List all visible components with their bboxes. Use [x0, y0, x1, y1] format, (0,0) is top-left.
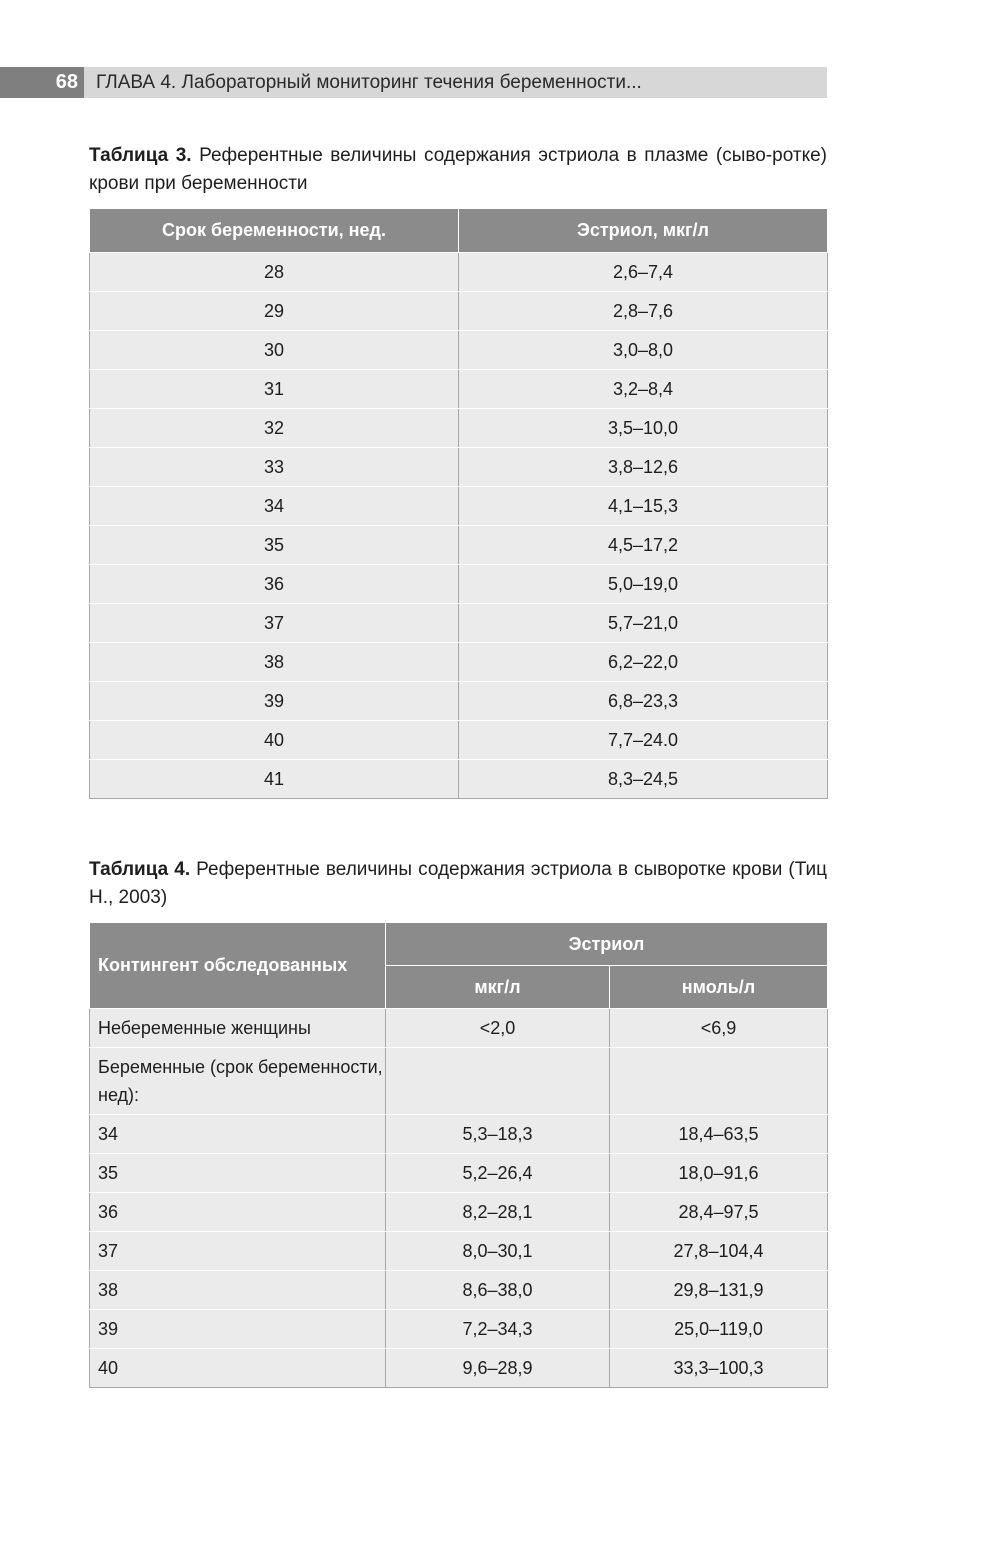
- table-row: [90, 565, 828, 604]
- estriol-range-cell: 6,2–22,0: [459, 643, 828, 682]
- table4-header-contingent: Контингент обследованных: [90, 923, 386, 1009]
- mcg-range-cell: 5,3–18,3: [386, 1115, 610, 1154]
- table4-header-mcg: мкг/л: [386, 966, 610, 1009]
- mcg-range-cell: 8,0–30,1: [386, 1232, 610, 1271]
- table-row: [90, 1349, 828, 1388]
- contingent-cell: Небеременные женщины: [90, 1009, 386, 1048]
- table-row: [90, 682, 828, 721]
- nmol-range-cell: 25,0–119,0: [610, 1310, 828, 1349]
- estriol-range-cell: 2,8–7,6: [459, 292, 828, 331]
- table-row: [90, 643, 828, 682]
- contingent-cell: 38: [90, 1271, 386, 1310]
- table-row: [90, 526, 828, 565]
- page-number: 68: [0, 67, 84, 98]
- nmol-range-cell: <6,9: [610, 1009, 828, 1048]
- estriol-range-cell: 3,5–10,0: [459, 409, 828, 448]
- table-row: [90, 1193, 828, 1232]
- contingent-cell: 37: [90, 1232, 386, 1271]
- table3-caption: [89, 142, 827, 198]
- contingent-cell: 34: [90, 1115, 386, 1154]
- estriol-range-cell: 7,7–24.0: [459, 721, 828, 760]
- mcg-range-cell: 9,6–28,9: [386, 1349, 610, 1388]
- table-row: [90, 760, 828, 799]
- gestation-week-cell: 38: [90, 643, 459, 682]
- gestation-week-cell: 32: [90, 409, 459, 448]
- contingent-cell: Беременные (срок беременности, нед):: [90, 1048, 386, 1115]
- gestation-week-cell: 31: [90, 370, 459, 409]
- table3-header-row: [90, 209, 828, 253]
- table4-header-estriol: Эстриол: [386, 923, 828, 966]
- mcg-range-cell: 5,2–26,4: [386, 1154, 610, 1193]
- gestation-week-cell: 41: [90, 760, 459, 799]
- table-row: [90, 1232, 828, 1271]
- table-row: [90, 604, 828, 643]
- nmol-range-cell: [610, 1048, 828, 1115]
- table3-caption-label: Таблица 3.: [89, 145, 192, 166]
- mcg-range-cell: 8,2–28,1: [386, 1193, 610, 1232]
- table-row: [90, 721, 828, 760]
- nmol-range-cell: 28,4–97,5: [610, 1193, 828, 1232]
- table-row: [90, 1310, 828, 1349]
- table4-header-row-1: [90, 923, 828, 966]
- gestation-week-cell: 36: [90, 565, 459, 604]
- contingent-cell: 35: [90, 1154, 386, 1193]
- table-row: [90, 253, 828, 292]
- estriol-range-cell: 4,5–17,2: [459, 526, 828, 565]
- nmol-range-cell: 27,8–104,4: [610, 1232, 828, 1271]
- gestation-week-cell: 40: [90, 721, 459, 760]
- contingent-cell: 39: [90, 1310, 386, 1349]
- estriol-range-cell: 3,0–8,0: [459, 331, 828, 370]
- estriol-range-cell: 8,3–24,5: [459, 760, 828, 799]
- contingent-cell: 36: [90, 1193, 386, 1232]
- table-row: [90, 292, 828, 331]
- gestation-week-cell: 37: [90, 604, 459, 643]
- table3: [89, 208, 828, 799]
- table3-header-estriol: Эстриол, мкг/л: [459, 209, 828, 253]
- table-row: [90, 448, 828, 487]
- estriol-range-cell: 5,0–19,0: [459, 565, 828, 604]
- table4-caption-text: Референтные величины содержания эстриола в сыворотке крови (Тиц Н., 2003): [89, 859, 827, 908]
- table4-header-nmol: нмоль/л: [610, 966, 828, 1009]
- table-row: [90, 1048, 828, 1115]
- table-row: [90, 331, 828, 370]
- table4: [89, 922, 828, 1388]
- nmol-range-cell: 29,8–131,9: [610, 1271, 828, 1310]
- nmol-range-cell: 18,0–91,6: [610, 1154, 828, 1193]
- gestation-week-cell: 33: [90, 448, 459, 487]
- gestation-week-cell: 35: [90, 526, 459, 565]
- table-row: [90, 409, 828, 448]
- table3-header-term: Срок беременности, нед.: [90, 209, 459, 253]
- estriol-range-cell: 5,7–21,0: [459, 604, 828, 643]
- table4-caption: [89, 856, 827, 912]
- gestation-week-cell: 30: [90, 331, 459, 370]
- table4-caption-label: Таблица 4.: [89, 859, 191, 880]
- table-row: [90, 487, 828, 526]
- nmol-range-cell: 18,4–63,5: [610, 1115, 828, 1154]
- nmol-range-cell: 33,3–100,3: [610, 1349, 828, 1388]
- estriol-range-cell: 6,8–23,3: [459, 682, 828, 721]
- table-row: [90, 1115, 828, 1154]
- estriol-range-cell: 3,2–8,4: [459, 370, 828, 409]
- running-header: [0, 67, 827, 98]
- mcg-range-cell: [386, 1048, 610, 1115]
- mcg-range-cell: 8,6–38,0: [386, 1271, 610, 1310]
- gestation-week-cell: 39: [90, 682, 459, 721]
- table3-caption-text: Референтные величины содержания эстриола в плазме (сыво-ротке) крови при беременности: [89, 145, 827, 194]
- gestation-week-cell: 28: [90, 253, 459, 292]
- table-row: [90, 1154, 828, 1193]
- mcg-range-cell: 7,2–34,3: [386, 1310, 610, 1349]
- mcg-range-cell: <2,0: [386, 1009, 610, 1048]
- table-row: [90, 1009, 828, 1048]
- table-row: [90, 370, 828, 409]
- table-row: [90, 1271, 828, 1310]
- estriol-range-cell: 2,6–7,4: [459, 253, 828, 292]
- running-title: ГЛАВА 4. Лабораторный мониторинг течения беременности...: [96, 72, 642, 93]
- estriol-range-cell: 4,1–15,3: [459, 487, 828, 526]
- estriol-range-cell: 3,8–12,6: [459, 448, 828, 487]
- gestation-week-cell: 29: [90, 292, 459, 331]
- gestation-week-cell: 34: [90, 487, 459, 526]
- contingent-cell: 40: [90, 1349, 386, 1388]
